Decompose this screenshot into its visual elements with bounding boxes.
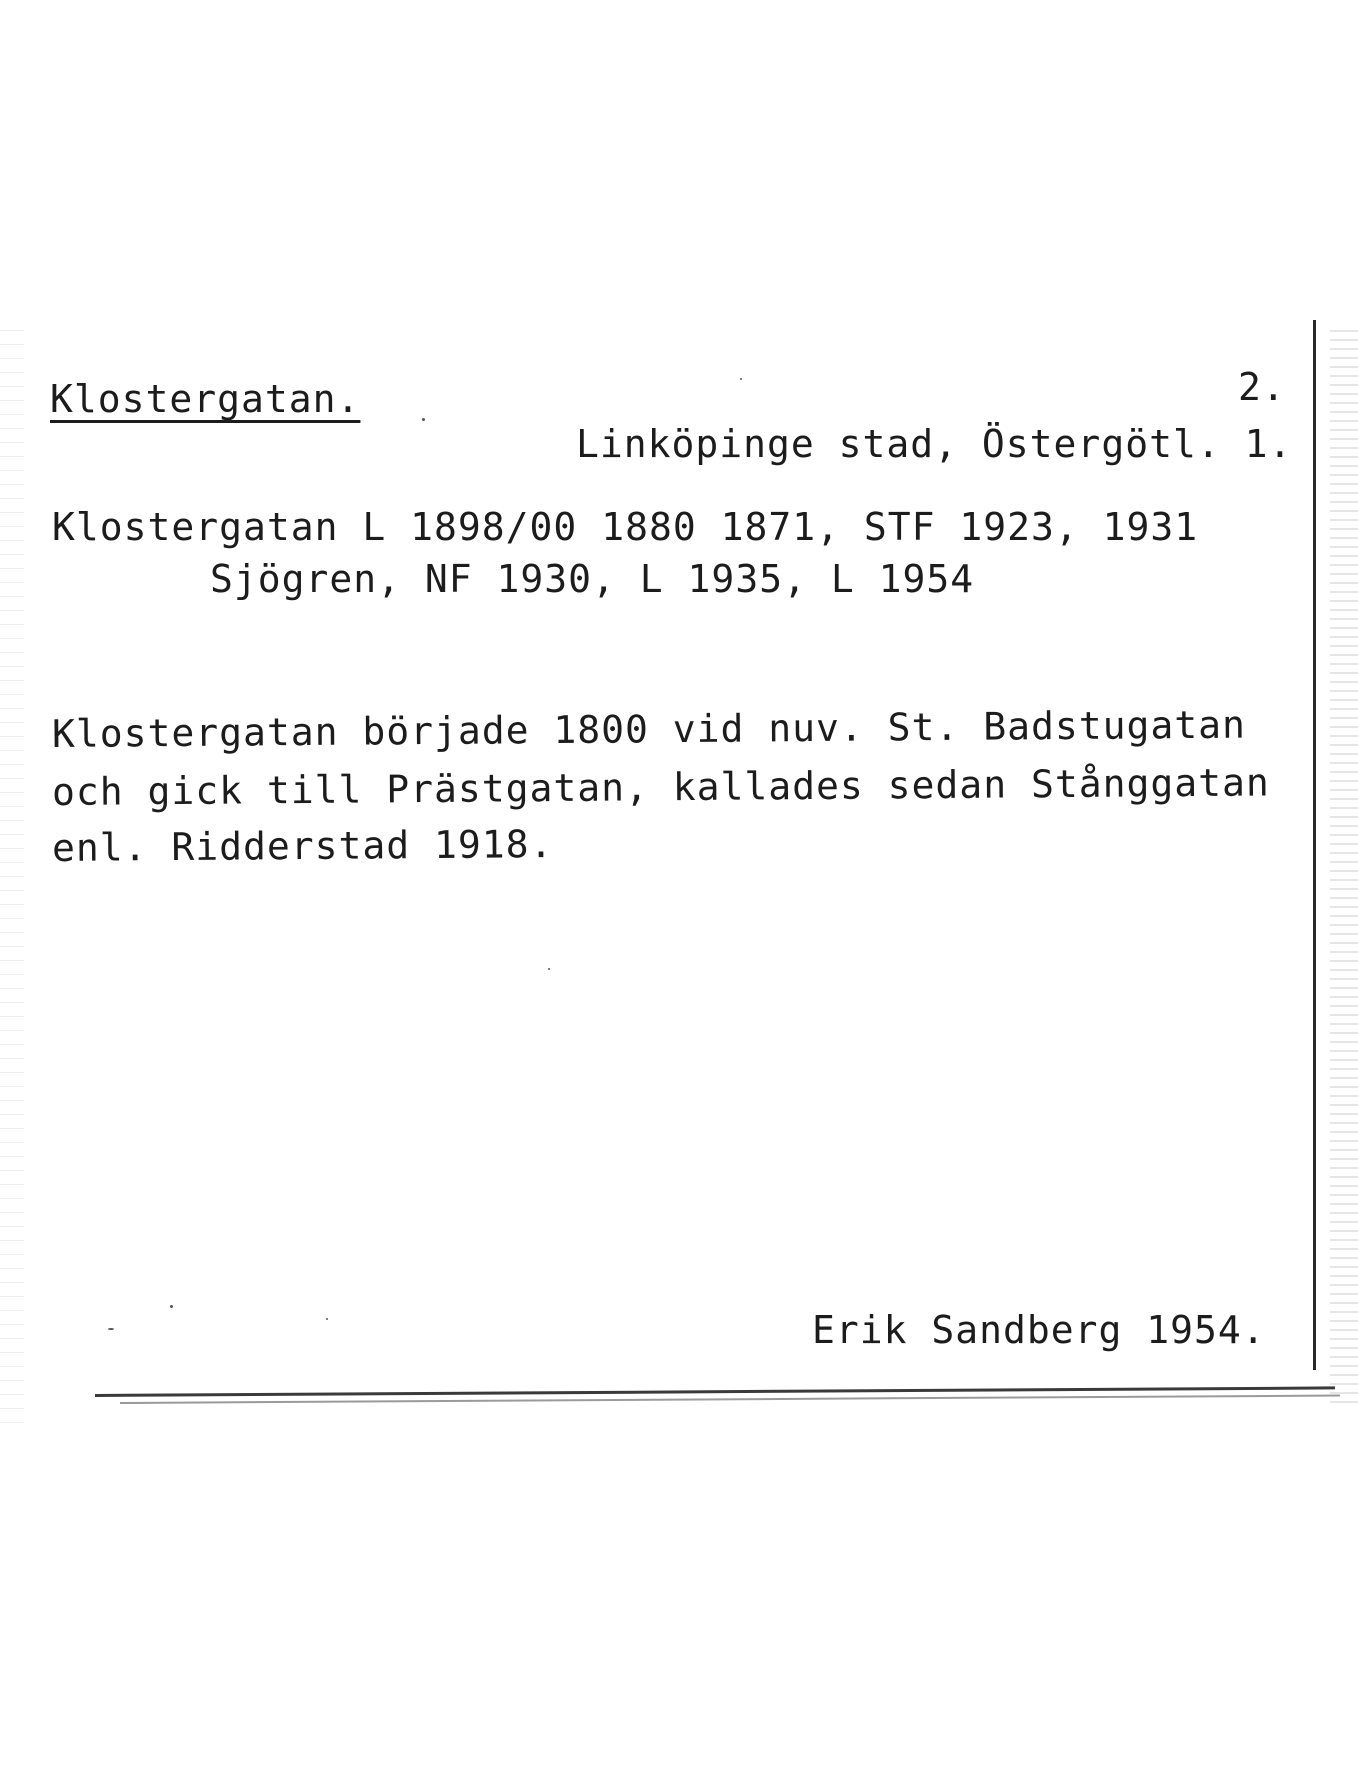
scan-noise-left bbox=[0, 330, 24, 1430]
sources-line-2: Sjögren, NF 1930, L 1935, L 1954 bbox=[210, 557, 975, 601]
scan-speck bbox=[740, 378, 742, 380]
place-line: Linköpinge stad, Östergötl. 1. bbox=[576, 422, 1293, 466]
card-right-edge bbox=[1313, 320, 1316, 1370]
body-line-1: Klostergatan började 1800 vid nuv. St. Badstugatan bbox=[51, 702, 1247, 756]
body-line-3: enl. Ridderstad 1918. bbox=[51, 822, 554, 870]
card-number: 2. bbox=[1238, 365, 1286, 409]
scan-speck bbox=[422, 418, 425, 421]
card-title: Klostergatan. bbox=[50, 377, 361, 421]
signature: Erik Sandberg 1954. bbox=[812, 1308, 1266, 1352]
scan-noise-right bbox=[1330, 330, 1358, 1410]
card-bottom-shadow bbox=[120, 1395, 1340, 1404]
scan-speck bbox=[548, 968, 550, 970]
sources-line-1: Klostergatan L 1898/00 1880 1871, STF 1923, 1931 bbox=[52, 505, 1199, 549]
body-line-2: och gick till Prästgatan, kallades sedan Stånggatan bbox=[51, 760, 1270, 814]
scan-speck bbox=[326, 1318, 328, 1320]
scan-speck bbox=[170, 1305, 173, 1308]
scan-speck bbox=[108, 1328, 114, 1330]
